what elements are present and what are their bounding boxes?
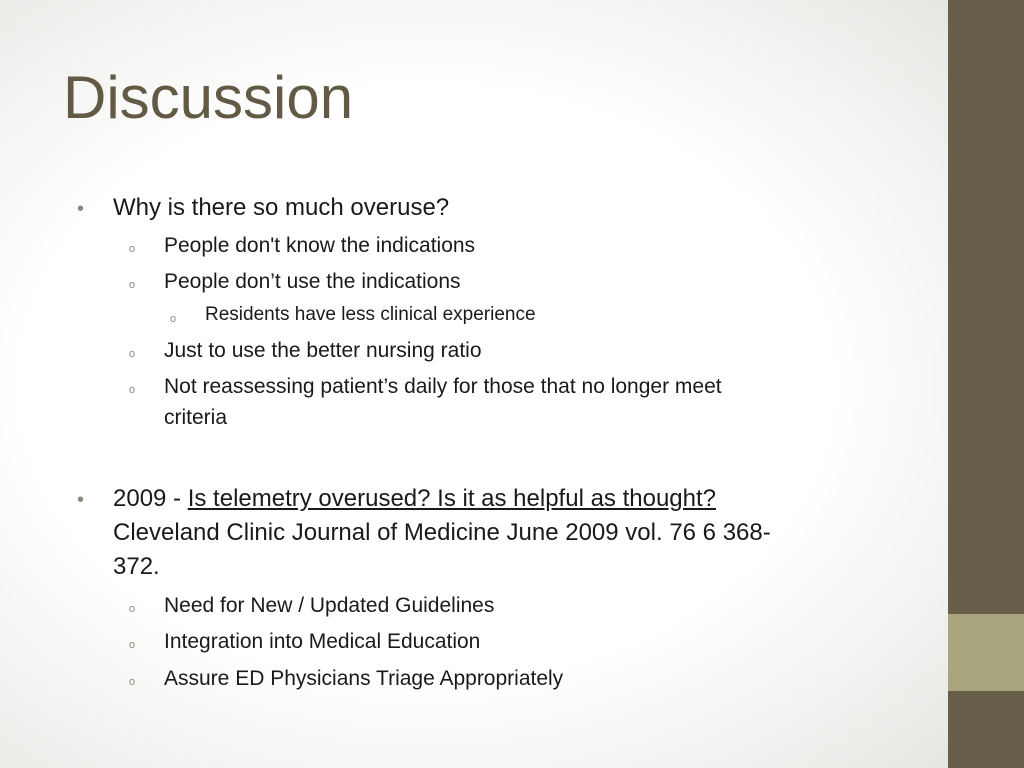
sub-bullet-marker: o bbox=[129, 384, 136, 396]
bullet-marker: • bbox=[77, 198, 85, 220]
slide-title: Discussion bbox=[63, 64, 354, 131]
sub-bullet-text: People don’t use the indications bbox=[164, 270, 461, 293]
sub-bullet-text: Just to use the better nursing ratio bbox=[164, 339, 482, 362]
citation-title-link[interactable]: Is telemetry overused? Is it as helpful as thought? bbox=[187, 485, 717, 512]
sub-bullet-marker: o bbox=[129, 676, 136, 688]
sub-bullet-text-line1: Not reassessing patient’s daily for those that no longer meet bbox=[164, 375, 722, 398]
bullet-text: Why is there so much overuse? bbox=[113, 194, 450, 221]
sub-bullet-marker: o bbox=[129, 603, 136, 615]
sub-bullet-text-line2: criteria bbox=[164, 406, 228, 429]
citation-year: 2009 - bbox=[113, 485, 188, 512]
citation-line1 bbox=[113, 482, 716, 516]
sub-sub-bullet-marker: o bbox=[170, 313, 177, 325]
sub-bullet-marker: o bbox=[129, 279, 136, 291]
side-accent-block bbox=[948, 614, 1024, 691]
citation-line2: Cleveland Clinic Journal of Medicine June 2009 vol. 76 6 368- bbox=[113, 519, 771, 546]
sub-bullet-text: Need for New / Updated Guidelines bbox=[164, 594, 495, 617]
bullet-marker: • bbox=[77, 489, 85, 511]
sub-bullet-text: Assure ED Physicians Triage Appropriately bbox=[164, 667, 564, 690]
sub-bullet-text: People don't know the indications bbox=[164, 234, 476, 257]
sub-bullet-text: Integration into Medical Education bbox=[164, 630, 481, 653]
sub-sub-bullet-text: Residents have less clinical experience bbox=[205, 304, 536, 325]
sub-bullet-marker: o bbox=[129, 243, 136, 255]
sub-bullet-marker: o bbox=[129, 639, 136, 651]
sub-bullet-marker: o bbox=[129, 348, 136, 360]
citation-line3: 372. bbox=[113, 553, 160, 580]
